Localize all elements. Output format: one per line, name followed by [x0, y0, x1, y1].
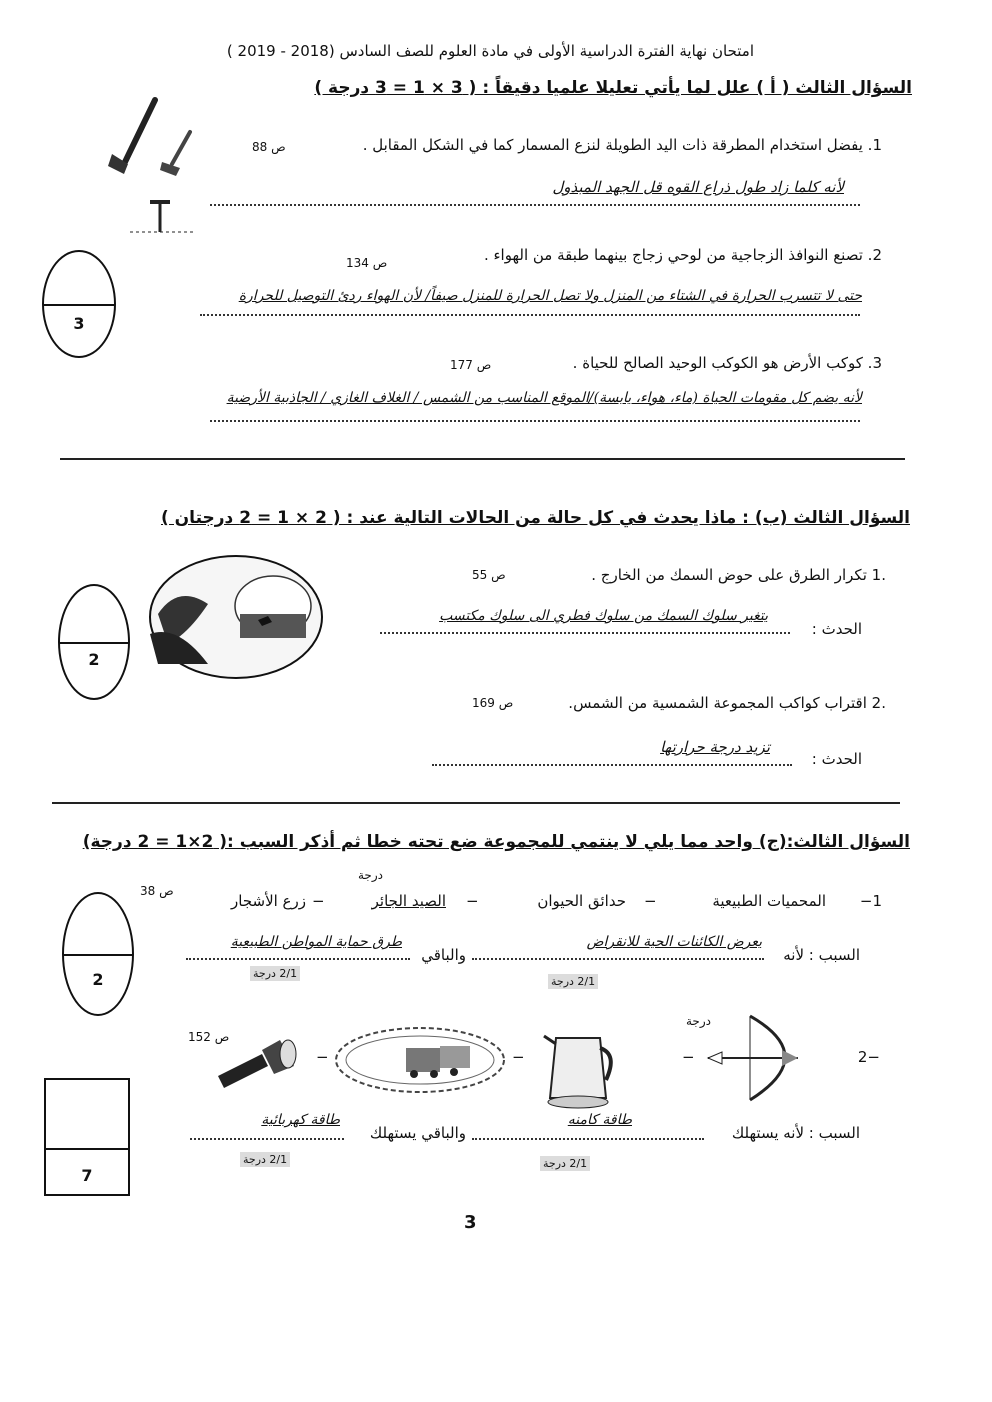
answer-line: [472, 958, 764, 960]
q2-number: −2: [857, 1048, 880, 1066]
separator: −: [312, 892, 325, 910]
answer-line: [210, 204, 860, 206]
score-value: 3: [73, 314, 85, 333]
separator: −: [644, 892, 657, 910]
section-b-heading: السؤال الثالث (ب) : ماذا يحدث في كل حالة من الحالات التالية عند : ( 2 × 1 = 2 درجتان ): [160, 508, 910, 528]
exam-title: امتحان نهاية الفترة الدراسية الأولى في مادة العلوم للصف السادس (2018 - 2019 ): [226, 42, 754, 60]
q1-option-3-underlined: الصيد الجائر: [371, 892, 446, 910]
score-value: 2: [88, 650, 100, 669]
q1-option-4: زرع الأشجار: [231, 892, 306, 910]
item-number: 2.: [867, 246, 882, 264]
section-b-item2: [568, 694, 886, 712]
event-label: الحدث :: [811, 620, 862, 638]
mark-note: درجة: [358, 868, 383, 882]
reason-label: السبب : لأنه يستهلك: [731, 1124, 860, 1142]
page-ref: ص 55: [472, 568, 506, 582]
rest-label: والباقي: [421, 946, 466, 964]
score-value: 2: [92, 970, 104, 989]
bow-arrow-icon: [702, 1010, 822, 1106]
grade-tag: 2/1 درجة: [540, 1156, 590, 1171]
total-score-box: [44, 1078, 130, 1196]
rest-label: والباقي يستهلك: [369, 1124, 466, 1142]
rest-answer: طاقة كهربائية: [261, 1112, 340, 1128]
item-number: .1: [871, 566, 886, 584]
item-text: كوكب الأرض هو الكوكب الوحيد الصالح للحياة .: [572, 354, 863, 372]
reason-label: السبب : لأنه: [783, 946, 860, 964]
separator: −: [512, 1048, 525, 1066]
separator: −: [316, 1048, 329, 1066]
answer-text: لأنه يضم كل مقومات الحياة (ماء، هواء، يابسة)/الموقع المناسب من الشمس / الغلاف الغازي / الجاذبية الأرضية: [226, 390, 862, 406]
total-score-value: 7: [81, 1166, 93, 1185]
toy-train-track-icon: [334, 1024, 506, 1096]
answer-line: [472, 1138, 704, 1140]
flashlight-icon: [214, 1036, 306, 1092]
grade-tag: 2/1 درجة: [250, 966, 300, 981]
page-ref: ص 177: [450, 358, 492, 372]
answer-text: لأنه كلما زاد طول ذراع القوه قل الجهد المبذول: [552, 178, 844, 196]
page-number: 3: [464, 1212, 477, 1233]
grade-tag: 2/1 درجة: [240, 1152, 290, 1167]
answer-text: يتغير سلوك السمك من سلوك فطري الى سلوك مكتسب: [439, 608, 768, 624]
score-oval-c: [62, 892, 134, 1016]
page-ref: ص 169: [472, 696, 514, 710]
section-a-item2: [484, 246, 882, 264]
item-text: تكرار الطرق على حوض السمك من الخارج .: [591, 566, 867, 584]
reason-answer: طاقة كامنه: [567, 1112, 632, 1128]
item-number: 3.: [867, 354, 882, 372]
answer-line: [200, 314, 860, 316]
q1-option-1: المحميات الطبيعية: [712, 892, 826, 910]
answer-text: حتى لا تتسرب الحرارة في الشتاء من المنزل ولا تصل الحرارة للمنزل صيفاً/ لأن الهواء ردئ التوصيل للحرارة: [238, 288, 862, 304]
item-text: اقتراب كواكب المجموعة الشمسية من الشمس.: [568, 694, 867, 712]
hammer-illustration: [100, 92, 210, 242]
item-text: تصنع النوافذ الزجاجية من لوحي زجاج بينهما طبقة من الهواء .: [483, 246, 863, 264]
section-a-item3: [573, 354, 882, 372]
answer-line: [210, 420, 860, 422]
item-text: يفضل استخدام المطرقة ذات اليد الطويلة لنزع المسمار كما في الشكل المقابل .: [362, 136, 863, 154]
page-ref: ص 152: [188, 1030, 230, 1044]
grade-tag: 2/1 درجة: [548, 974, 598, 989]
answer-line: [432, 764, 792, 766]
separator: −: [682, 1048, 695, 1066]
section-a-heading: السؤال الثالث ( أ ) علل لما يأتي تعليلا علميا دقيقاً : ( 3 × 1 = 3 درجة ): [314, 78, 912, 98]
section-divider: [52, 802, 900, 804]
section-divider: [60, 458, 905, 460]
section-c-heading: السؤال الثالث:(ج) واحد مما يلي لا ينتمي للمجموعة ضع تحته خطا ثم أذكر السبب :( 2×1 = 2 درجة): [82, 832, 910, 852]
answer-text: تزيد درجة حرارتها: [660, 738, 770, 756]
separator: −: [466, 892, 479, 910]
answer-line: [186, 958, 410, 960]
mark-note: درجة: [686, 1014, 711, 1028]
page-ref: ص 134: [346, 256, 388, 270]
rest-answer: طرق حماية المواطن الطبيعية: [230, 934, 402, 950]
q1-number: 1−: [859, 892, 882, 910]
page-ref: ص 88: [252, 140, 286, 154]
reason-answer: يعرض الكائنات الحية للانقراض: [586, 934, 762, 950]
event-label: الحدث :: [811, 750, 862, 768]
page-ref: ص 38: [140, 884, 174, 898]
score-oval-b: [58, 584, 130, 700]
fishbowl-illustration: [148, 554, 324, 680]
item-number: .2: [871, 694, 886, 712]
answer-line: [190, 1138, 344, 1140]
item-number: 1.: [867, 136, 882, 154]
answer-line: [380, 632, 790, 634]
section-a-item1: [363, 136, 882, 154]
score-oval-a: [42, 250, 116, 358]
kettle-icon: [540, 1018, 620, 1110]
q1-option-2: حدائق الحيوان: [537, 892, 626, 910]
section-b-item1: [591, 566, 886, 584]
